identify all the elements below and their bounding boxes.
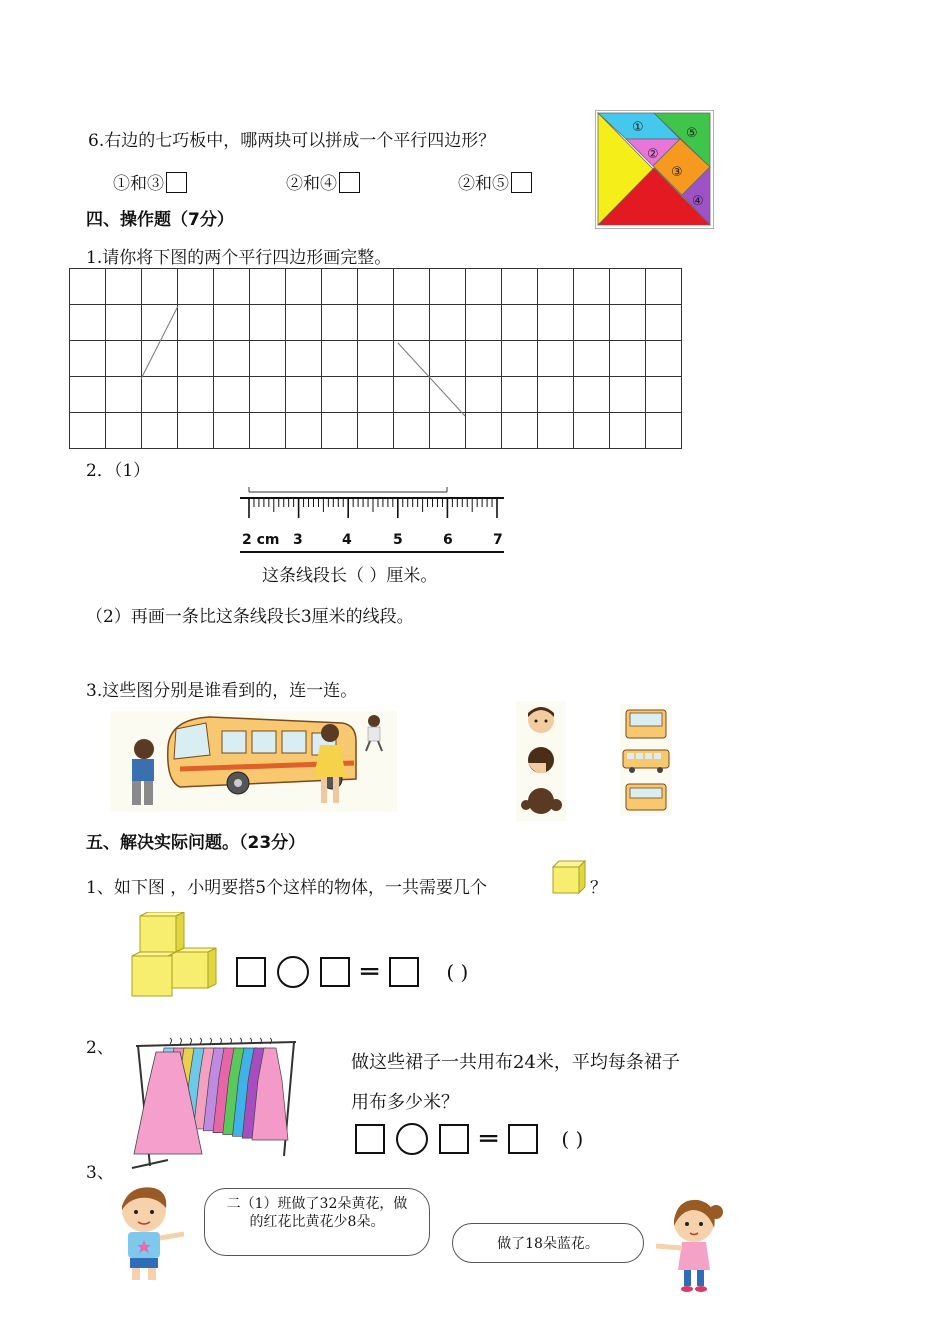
q6-option-3[interactable] <box>458 169 532 194</box>
drawing-grid[interactable] <box>69 268 682 449</box>
ruler-label-7: 7 <box>493 532 503 548</box>
section4-title: 四、操作题（7分） <box>86 210 234 230</box>
section5-q2-label: 2、 <box>86 1038 114 1058</box>
ruler-label-2cm: 2 cm <box>242 532 280 548</box>
speech-bubble-girl <box>452 1223 644 1263</box>
eq2-box-2[interactable] <box>439 1124 469 1154</box>
parallelogram-1-side <box>141 306 178 379</box>
ruler-label-3: 3 <box>293 532 303 548</box>
bubble-girl-text: 做了18朵蓝花。 <box>497 1236 599 1252</box>
bubble-boy-text: 二（1）班做了32朵黄花，做的红花比黄花少8朵。 <box>226 1196 408 1230</box>
ruler <box>238 484 506 556</box>
section4-q2-text: 这条线段长（ ）厘米。 <box>262 566 438 586</box>
ruler-label-5: 5 <box>393 532 403 548</box>
section5-q1-text: 1、如下图 ，小明要搭5个这样的物体，一共需要几个 <box>86 878 488 898</box>
tangram-figure <box>595 110 714 229</box>
dress-rack-illustration <box>128 1036 304 1172</box>
tangram-label-1: ① <box>632 120 644 135</box>
tangram-label-5: ⑤ <box>686 126 698 141</box>
eq1-operator-circle[interactable] <box>277 956 309 988</box>
speech-bubble-boy <box>204 1188 430 1256</box>
bus-front-view <box>626 710 666 738</box>
eq2-box-result[interactable] <box>508 1124 538 1154</box>
ruler-label-6: 6 <box>443 532 453 548</box>
q6-option-1-checkbox[interactable] <box>166 172 187 193</box>
tangram-label-4: ④ <box>692 194 704 209</box>
section4-q2-label: 2．（1） <box>86 461 151 481</box>
section4-q3: 3.这些图分别是谁看到的，连一连。 <box>86 681 358 701</box>
eq1-box-result[interactable] <box>389 957 419 987</box>
boy-front-head <box>528 707 554 733</box>
q6-option-1[interactable] <box>113 169 187 194</box>
q2-equation[interactable] <box>355 1123 583 1155</box>
q6-option-2[interactable] <box>286 169 360 194</box>
q6-option-2-label: ②和④ <box>286 174 337 194</box>
bus-views <box>620 704 672 816</box>
eq2-box-1[interactable] <box>355 1124 385 1154</box>
section4-q2-part2: （2）再画一条比这条线段长3厘米的线段。 <box>86 607 414 627</box>
q6-option-1-label: ①和③ <box>113 174 164 194</box>
eq2-operator-circle[interactable] <box>396 1123 428 1155</box>
bus-scene-illustration <box>110 711 397 812</box>
tangram-label-2: ② <box>647 147 659 162</box>
boy-character <box>110 1180 194 1284</box>
eq1-box-1[interactable] <box>236 957 266 987</box>
q6-option-3-checkbox[interactable] <box>511 172 532 193</box>
tangram-label-3: ③ <box>671 165 683 180</box>
q6-option-3-label: ②和⑤ <box>458 174 509 194</box>
section5-q3-label: 3、 <box>86 1163 114 1183</box>
ruler-label-4: 4 <box>342 532 352 548</box>
cube-icon <box>551 859 587 895</box>
head-views <box>516 701 566 821</box>
section5-q1-qmark: ？ <box>590 878 607 898</box>
eq1-box-2[interactable] <box>320 957 350 987</box>
q6-option-2-checkbox[interactable] <box>339 172 360 193</box>
eq2-equals-sign: ═ <box>480 1122 498 1155</box>
eq2-unit-paren[interactable]: ( ) <box>561 1127 584 1151</box>
eq1-equals-sign: ═ <box>361 955 379 988</box>
parallelogram-2-side <box>398 343 465 416</box>
partial-parallelograms <box>69 268 687 455</box>
section5-q2-line1: 做这些裙子一共用布24米，平均每条裙子 <box>351 1052 680 1073</box>
q1-equation[interactable] <box>236 956 468 988</box>
section5-title: 五、解决实际问题。（23分） <box>86 833 306 853</box>
section4-q1: 1.请你将下图的两个平行四边形画完整。 <box>86 248 392 268</box>
eq1-unit-paren[interactable]: ( ) <box>446 960 469 984</box>
cube-stack-figure <box>128 912 220 1000</box>
bus-back-view <box>626 784 666 810</box>
girl-character <box>648 1194 728 1294</box>
section5-q2-line2: 用布多少米？ <box>351 1092 459 1113</box>
q6-text: 6.右边的七巧板中，哪两块可以拼成一个平行四边形？ <box>88 131 496 151</box>
